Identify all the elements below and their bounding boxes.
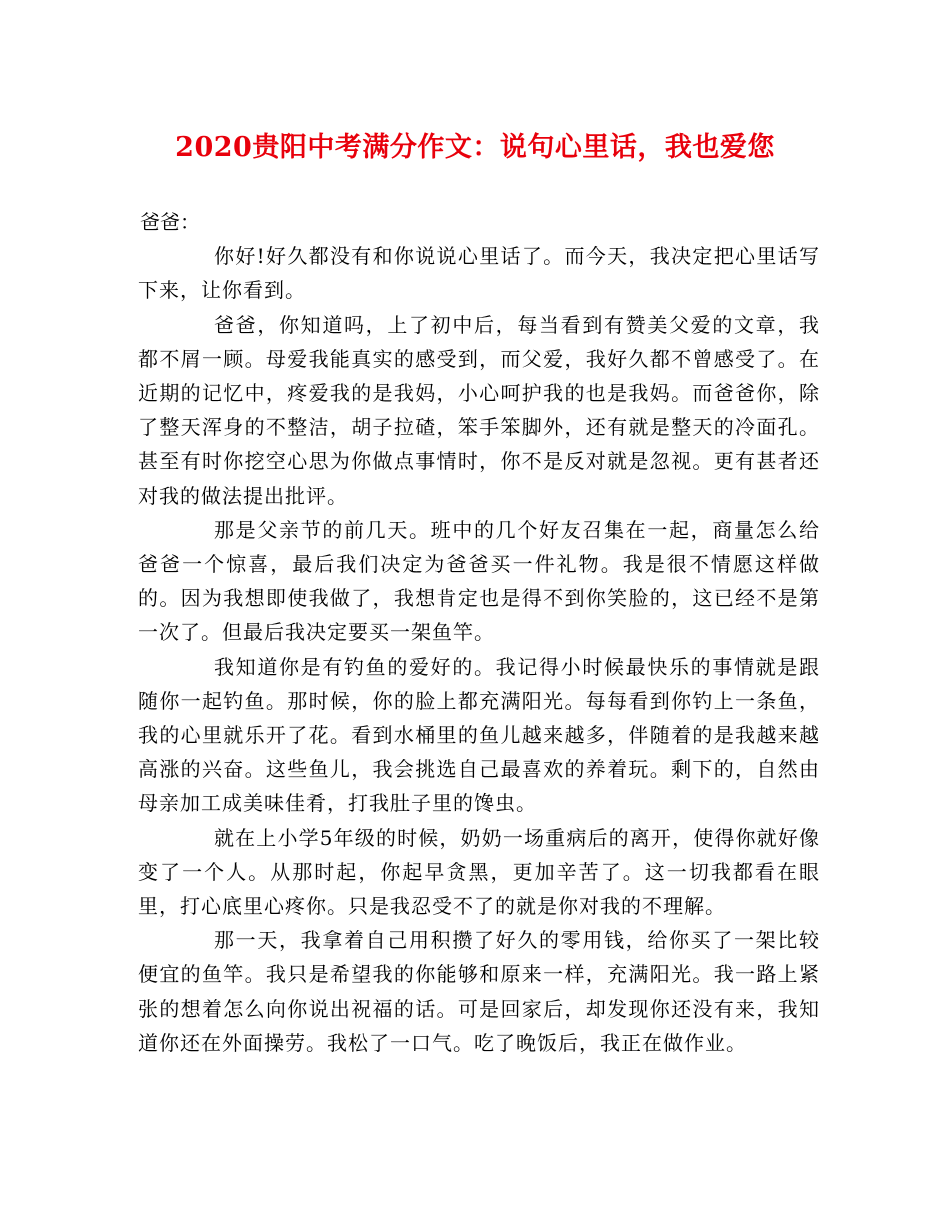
paragraph-5: 就在上小学5年级的时候，奶奶一场重病后的离开，使得你就好像变了一个人。从那时起，你起早贪黑，更加辛苦了。这一切我都看在眼里，打心底里心疼你。只是我忍受不了的就是你对我的不理解。: [138, 825, 820, 919]
paragraph-3: 那是父亲节的前几天。班中的几个好友召集在一起，商量怎么给爸爸一个惊喜，最后我们决定为爸爸买一件礼物。我是很不情愿这样做的。因为我想即使我做了，我想肯定也是得不到你笑脸的，这已经不是第一次了。但最后我决定要买一架鱼竿。: [138, 517, 820, 645]
salutation: 爸爸：: [140, 210, 200, 234]
paragraph-4: 我知道你是有钓鱼的爱好的。我记得小时候最快乐的事情就是跟随你一起钓鱼。那时候，你的脸上都充满阳光。每每看到你钓上一条鱼，我的心里就乐开了花。看到水桶里的鱼儿越来越多，伴随着的是我越来越高涨的兴奋。这些鱼儿，我会挑选自己最喜欢的养着玩。剩下的，自然由母亲加工成美味佳肴，打我肚子里的馋虫。: [138, 654, 820, 816]
document-title: 2020贵阳中考满分作文：说句心里话，我也爱您: [175, 132, 775, 163]
paragraph-2: 爸爸，你知道吗，上了初中后，每当看到有赞美父爱的文章，我都不屑一顾。母爱我能真实的感受到，而父爱，我好久都不曾感受了。在近期的记忆中，疼爱我的是我妈，小心呵护我的也是我妈。而爸爸你，除了整天浑身的不整洁，胡子拉碴，笨手笨脚外，还有就是整天的冷面孔。甚至有时你挖空心思为你做点事情时，你不是反对就是忽视。更有甚者还对我的做法提出批评。: [138, 312, 820, 508]
paragraph-1: 你好!好久都没有和你说说心里话了。而今天，我决定把心里话写下来，让你看到。: [138, 244, 820, 303]
document-body: [138, 205, 820, 1060]
paragraph-6: 那一天，我拿着自己用积攒了好久的零用钱，给你买了一架比较便宜的鱼竿。我只是希望我的你能够和原来一样，充满阳光。我一路上紧张的想着怎么向你说出祝福的话。可是回家后，却发现你还没有来，我知道你还在外面操劳。我松了一口气。吃了晚饭后，我正在做作业。: [138, 928, 820, 1055]
